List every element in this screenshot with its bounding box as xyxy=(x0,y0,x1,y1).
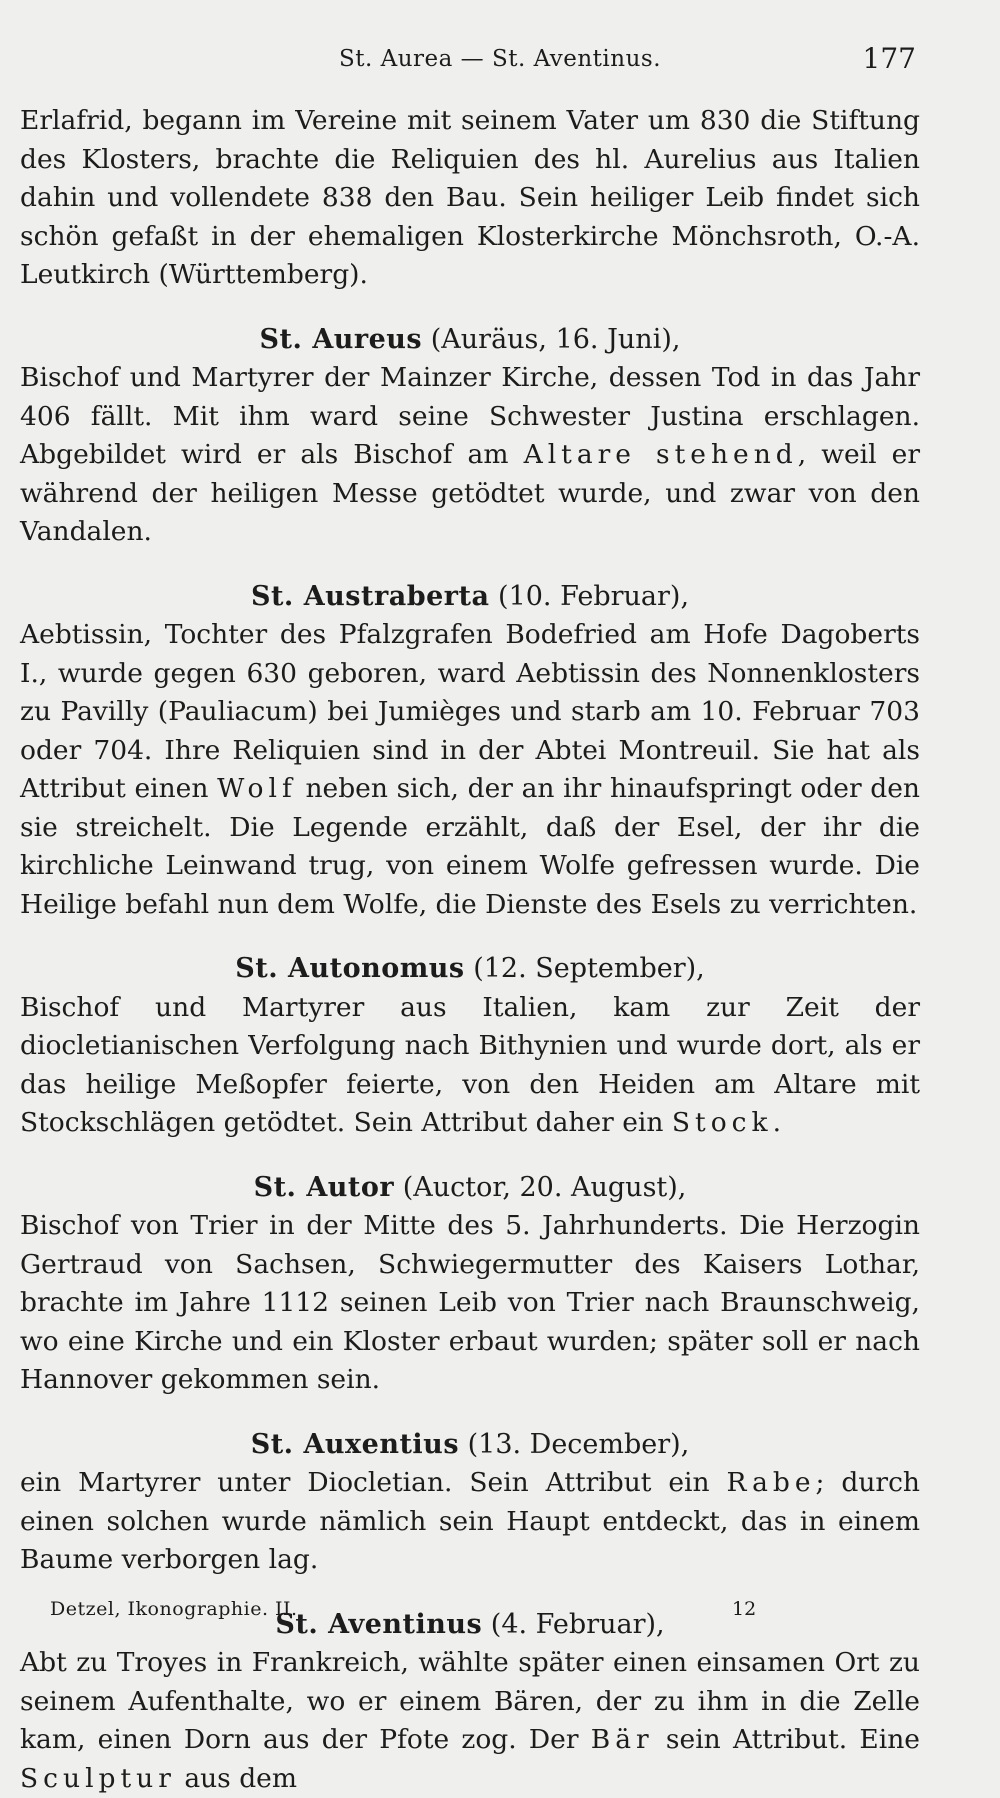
running-head xyxy=(0,38,1000,78)
saint-detail: (10. Februar), xyxy=(498,581,689,612)
page-footer xyxy=(20,1596,920,1630)
entry-heading xyxy=(20,1426,920,1465)
entry-heading xyxy=(20,1169,920,1208)
entry-heading xyxy=(20,950,920,989)
saint-detail: (Auräus, 16. Juni), xyxy=(431,324,681,355)
saint-entry xyxy=(20,1169,920,1400)
text-segment: . xyxy=(773,1107,781,1138)
entry-heading xyxy=(20,321,920,360)
saint-detail: (4. Februar), xyxy=(491,1609,665,1640)
text-segment: aus dem xyxy=(176,1763,297,1794)
text-segment: sein Attribut. Eine xyxy=(654,1724,920,1755)
attribute-term: Rabe xyxy=(727,1467,816,1498)
text-segment: Aebtissin, Tochter des Pfalzgrafen Bodefried am Hofe Dagoberts I., wurde gegen 630 geboren, ward Aebtissin des Nonnenklosters zu Pavilly (Pauliacum) bei Jumièges und starb am 10. Februar 703 oder 704. Ihre Reliquien sind in der Abtei Montreuil. Sie hat als Attribut einen xyxy=(20,619,920,804)
saint-name: St. Aureus xyxy=(260,324,423,355)
saint-name: St. Autor xyxy=(254,1172,395,1203)
entry-text xyxy=(20,1207,920,1400)
text-segment: ein Martyrer unter Diocletian. Sein Attribut ein xyxy=(20,1467,727,1498)
attribute-term: Altare stehend xyxy=(524,439,798,470)
saint-detail: (Auctor, 20. August), xyxy=(403,1172,687,1203)
saint-name: St. Autonomus xyxy=(235,953,464,984)
attribute-term: Bär xyxy=(591,1724,654,1755)
attribute-term: Wolf xyxy=(217,773,297,804)
attribute-term: Sculptur xyxy=(20,1763,176,1794)
text-segment: Abt zu Troyes in Frankreich, wählte später einen einsamen Ort zu seinem Aufenthalte, wo er einem Bären, der zu ihm in die Zelle kam, einen Dorn aus der Pfote zog. Der xyxy=(20,1647,920,1755)
entry-text xyxy=(20,1464,920,1580)
text-segment: Bischof von Trier in der Mitte des 5. Jahrhunderts. Die Herzogin Gertraud von Sachsen, Schwiegermutter des Kaisers Lothar, brachte im Jahre 1112 seinen Leib von Trier nach Braunschweig, wo eine Kirche und ein Kloster erbaut wurden; später soll er nach Hannover gekommen sein. xyxy=(20,1210,920,1395)
text-segment: ; durch einen solchen wurde nämlich sein Haupt entdeckt, das in einem Baume verborgen lag. xyxy=(20,1467,920,1575)
saint-name: St. Aventinus xyxy=(275,1609,482,1640)
page-number: 177 xyxy=(863,42,916,75)
entry-text xyxy=(20,359,920,552)
entry-text xyxy=(20,1644,920,1798)
sheet-number: 12 xyxy=(732,1598,756,1620)
saint-name: St. Austraberta xyxy=(251,581,490,612)
saint-entry xyxy=(20,1426,920,1580)
saint-entry xyxy=(20,321,920,552)
saint-entry xyxy=(20,1606,920,1798)
saint-entry xyxy=(20,950,920,1143)
signature-mark: Detzel, Ikonographie. II. xyxy=(50,1598,298,1620)
saint-entry xyxy=(20,578,920,925)
text-segment: neben sich, der an ihr hinaufspringt oder den sie streichelt. Die Legende erzählt, daß der Esel, der ihr die kirchliche Leinwand trug, von einem Wolfe gefressen wurde. Die Heilige befahl nun dem Wolfe, die Dienste des Esels zu verrichten. xyxy=(20,773,920,920)
entry-text xyxy=(20,989,920,1143)
saint-detail: (13. December), xyxy=(468,1429,690,1460)
intro-paragraph: Erlafrid, begann im Vereine mit seinem Vater um 830 die Stiftung des Klosters, brachte die Reliquien des hl. Aurelius aus Italien dahin und vollendete 838 den Bau. Sein heiliger Leib findet sich schön gefaßt in der ehemaligen Klosterkirche Mönchsroth, O.-A. Leutkirch (Württemberg). xyxy=(20,102,920,295)
attribute-term: Stock xyxy=(672,1107,773,1138)
text-segment: , weil er während der heiligen Messe getödtet wurde, und zwar von den Vandalen. xyxy=(20,439,920,547)
saint-name: St. Auxentius xyxy=(251,1429,459,1460)
entry-heading xyxy=(20,578,920,617)
running-title: St. Aurea — St. Aventinus. xyxy=(0,46,1000,72)
saint-detail: (12. September), xyxy=(473,953,705,984)
entry-text xyxy=(20,616,920,924)
page-body xyxy=(20,102,920,1798)
text-segment: Bischof und Martyrer der Mainzer Kirche, dessen Tod in das Jahr 406 fällt. Mit ihm ward seine Schwester Justina erschlagen. Abgebildet wird er als Bischof am xyxy=(20,362,920,470)
text-segment: Bischof und Martyrer aus Italien, kam zur Zeit der diocletianischen Verfolgung nach Bithynien und wurde dort, als er das heilige Meßopfer feierte, von den Heiden am Altare mit Stockschlägen getödtet. Sein Attribut daher ein xyxy=(20,992,920,1139)
